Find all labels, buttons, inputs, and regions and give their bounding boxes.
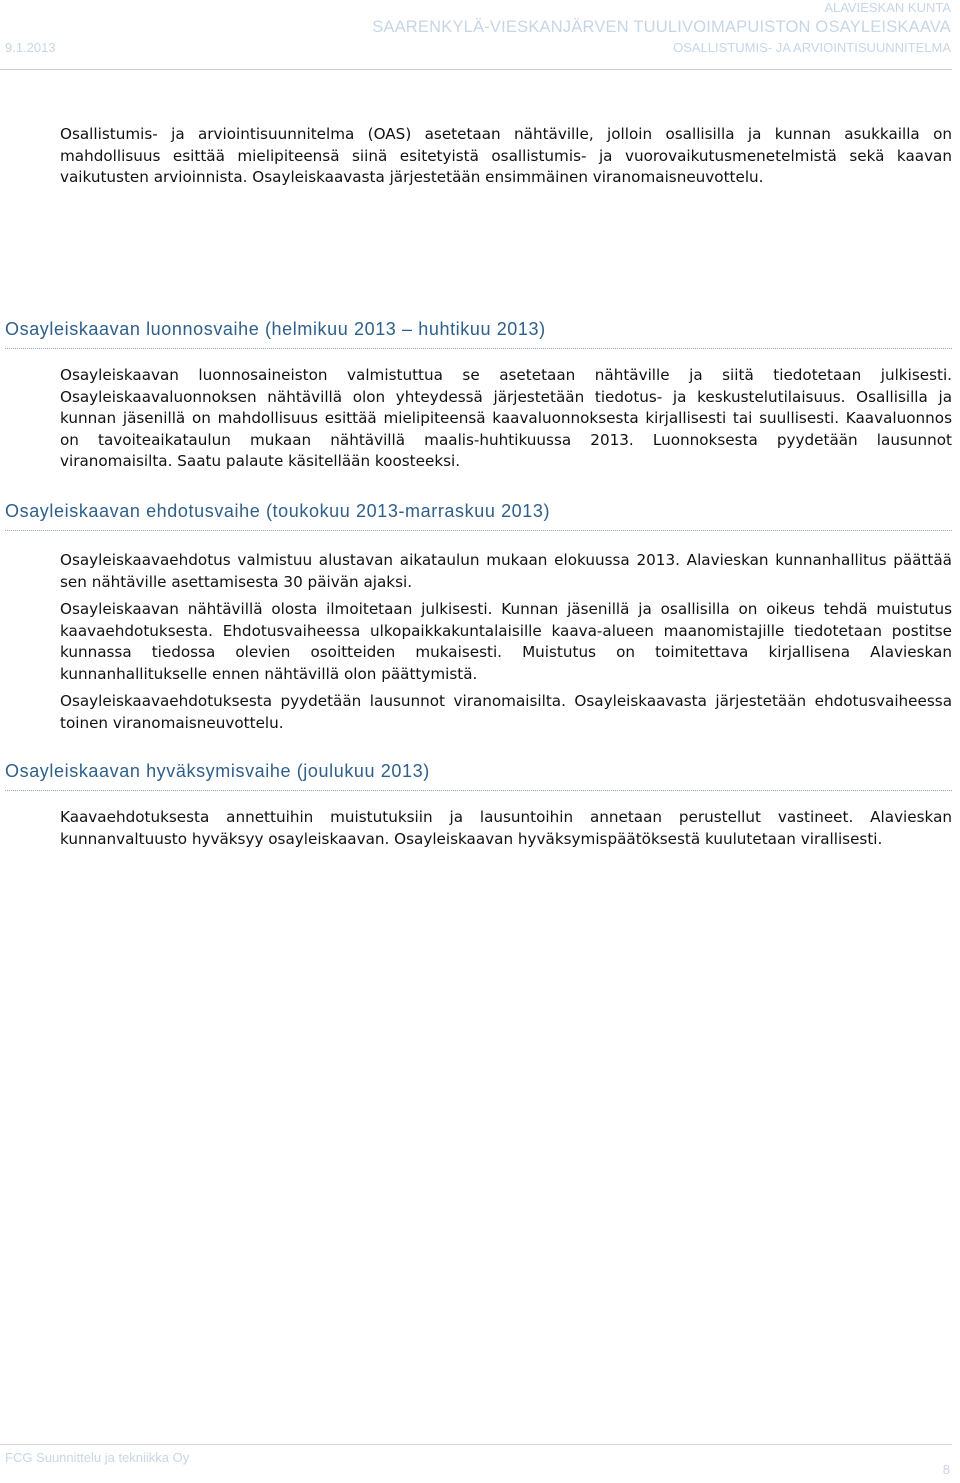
section-heading-proposal: Osayleiskaavan ehdotusvaihe (toukokuu 2013-marraskuu 2013) [5,501,952,531]
section-heading-approval: Osayleiskaavan hyväksymisvaihe (joulukuu 2013) [5,761,952,791]
section-body-approval [60,807,952,856]
page-number: 8 [942,1462,950,1477]
section-paragraph: Osayleiskaavan nähtävillä olosta ilmoitetaan julkisesti. Kunnan jäsenillä ja osallisilla on oikeus tehdä muistutus kaavaehdotuksesta. Ehdotusvaiheessa ulkopaikkakuntalaisille kaava-alueen maanomistajille tiedotetaan postitse kunnassa tiedossa olevien osoitteiden mukaisesti. Muistutus on toimitettava kirjallisena Alavieskan kunnanhallitukselle ennen nähtävillä olon päättymistä. [60,600,952,683]
section-body-proposal [60,550,952,740]
footer-company: FCG Suunnittelu ja tekniikka Oy [5,1450,190,1465]
header-title: SAARENKYLÄ-VIESKANJÄRVEN TUULIVOIMAPUISTON OSAYLEISKAAVA [372,18,951,36]
header-divider [0,69,952,70]
intro-paragraph: Osallistumis- ja arviointisuunnitelma (OAS) asetetaan nähtäville, jolloin osallisilla ja kunnan asukkailla on mahdollisuus esittää mielipiteensä siinä esitetyistä osallistumis- ja vuorovaikutusmenetelmistä sekä kaavan vaikutusten arvioinnista. Osayleiskaavasta järjestetään ensimmäinen viranomaisneuvottelu. [60,125,952,186]
header-date: 9.1.2013 [5,40,56,55]
section-heading-draft: Osayleiskaavan luonnosvaihe (helmikuu 2013 – huhtikuu 2013) [5,319,952,349]
section-body-draft [60,365,952,479]
section-paragraph: Osayleiskaavaehdotus valmistuu alustavan aikataulun mukaan elokuussa 2013. Alavieskan kunnanhallitus päättää sen nähtäville asettamisesta 30 päivän ajaksi. [60,551,952,591]
header-organization: ALAVIESKAN KUNTA [824,0,951,15]
section-paragraph: Osayleiskaavan luonnosaineiston valmistuttua se asetetaan nähtäville ja siitä tiedotetaan julkisesti. Osayleiskaavaluonnoksen nähtävillä olon yhteydessä järjestetään tiedotus- ja keskustelutilaisuus. Osallisilla ja kunnan jäsenillä on mahdollisuus esittää mielipiteensä kaavaluonnoksesta kirjallisesti tai suullisesti. Kaavaluonnos on tavoiteaikataulun mukaan nähtävillä maalis-huhtikuussa 2013. Luonnoksesta pyydetään lausunnot viranomaisilta. Saatu palaute käsitellään koosteeksi. [60,366,952,470]
footer-divider [0,1444,952,1445]
section-paragraph: Kaavaehdotuksesta annettuihin muistutuksiin ja lausuntoihin annetaan perustellut vastineet. Alavieskan kunnanvaltuusto hyväksyy osayleiskaavan. Osayleiskaavan hyväksymispäätöksestä kuulutetaan virallisesti. [60,808,952,848]
intro-section [60,124,952,195]
page-header [0,0,960,72]
section-paragraph: Osayleiskaavaehdotuksesta pyydetään lausunnot viranomaisilta. Osayleiskaavasta järjestetään ehdotusvaiheessa toinen viranomaisneuvottelu. [60,692,952,732]
header-subtitle: OSALLISTUMIS- JA ARVIOINTISUUNNITELMA [673,40,951,55]
